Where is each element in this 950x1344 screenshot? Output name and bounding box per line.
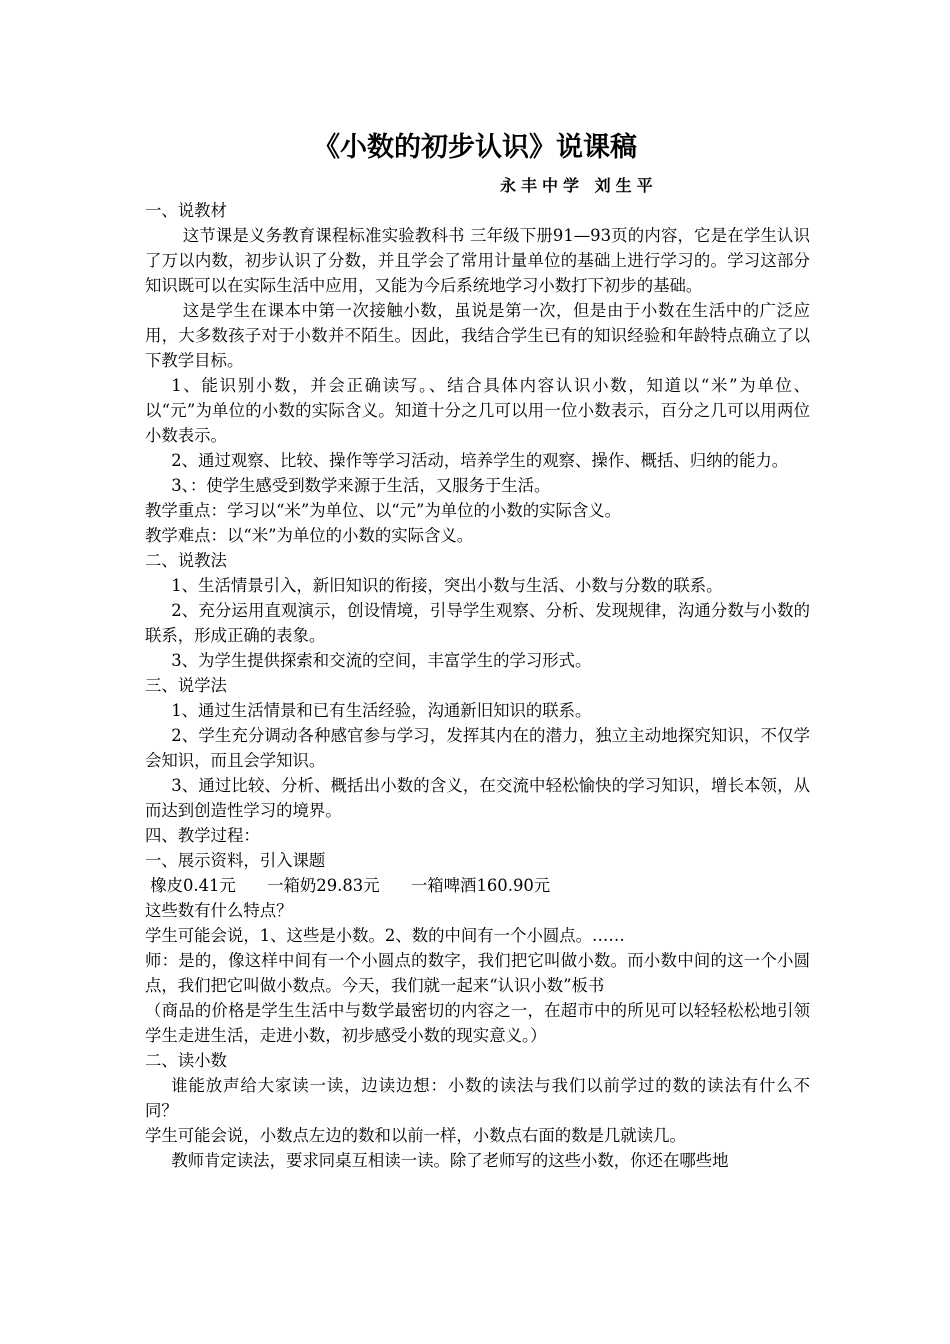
subsection-heading: 二、读小数	[145, 1051, 227, 1070]
section-heading: 一、说教材	[145, 201, 227, 220]
subsection-heading: 一、展示资料，引入课题	[145, 851, 326, 870]
paragraph: 谁能放声给大家读一读，边读边想：小数的读法与我们以前学过的数的读法有什么不同？	[145, 1076, 810, 1120]
paragraph: 2、通过观察、比较、操作等学习活动，培养学生的观察、操作、概括、归纳的能力。	[171, 451, 789, 470]
section-heading: 二、说教法	[145, 551, 227, 570]
paragraph: 2、充分运用直观演示，创设情境，引导学生观察、分析、发现规律，沟通分数与小数的联系，形成正确的表象。	[145, 601, 810, 645]
paragraph: 教学重点：学习以“米”为单位、以“元”为单位的小数的实际含义。	[145, 501, 622, 520]
paragraph: 学生可能会说，小数点左边的数和以前一样，小数点右面的数是几就读几。	[145, 1126, 686, 1145]
paragraph: 学生可能会说，1、这些是小数。2、数的中间有一个小圆点。……	[145, 926, 625, 945]
paragraph: 这是学生在课本中第一次接触小数，虽说是第一次，但是由于小数在生活中的广泛应用，大多数孩子对于小数并不陌生。因此，我结合学生已有的知识经验和年龄特点确立了以下教学目标。	[145, 301, 810, 370]
paragraph: 3、为学生提供探索和交流的空间，丰富学生的学习形式。	[171, 651, 592, 670]
paragraph: 教师肯定读法，要求同桌互相读一读。除了老师写的这些小数，你还在哪些地	[171, 1151, 729, 1170]
paragraph: 教学难点：以“米”为单位的小数的实际含义。	[145, 526, 474, 545]
paragraph: 2、学生充分调动各种感官参与学习，发挥其内在的潜力，独立主动地探究知识，不仅学会知识，而且会学知识。	[145, 726, 810, 770]
document-title: 《小数的初步认识》说课稿	[313, 132, 637, 163]
price-list: 橡皮0.41元 一箱奶29.83元 一箱啤酒160.90元	[145, 876, 551, 895]
paragraph: 师：是的，像这样中间有一个小圆点的数字，我们把它叫做小数。而小数中间的这一个小圆点，我们把它叫做小数点。今天，我们就一起来“认识小数”板书	[145, 951, 810, 995]
document-body	[145, 198, 810, 1173]
paragraph: 3、通过比较、分析、概括出小数的含义，在交流中轻松愉快的学习知识，增长本领，从而达到创造性学习的境界。	[145, 776, 810, 820]
paragraph: 1、能识别小数，并会正确读写。、结合具体内容认识小数，知道以“米”为单位、以“元”为单位的小数的实际含义。知道十分之几可以用一位小数表示，百分之几可以用两位小数表示。	[145, 376, 810, 445]
paragraph: 1、通过生活情景和已有生活经验，沟通新旧知识的联系。	[171, 701, 592, 720]
section-heading: 四、教学过程：	[145, 826, 260, 845]
paragraph: （商品的价格是学生生活中与数学最密切的内容之一，在超市中的所见可以轻轻松松地引领学生走进生活，走进小数，初步感受小数的现实意义。）	[145, 1001, 810, 1045]
paragraph: 这节课是义务教育课程标准实验教科书 三年级下册91—93页的内容，它是在学生认识了万以内数，初步认识了分数，并且学会了常用计量单位的基础上进行学习的。学习这部分知识既可以在实际生活中应用，又能为今后系统地学习小数打下初步的基础。	[145, 226, 810, 295]
paragraph: 3、：使学生感受到数学来源于生活，又服务于生活。	[171, 476, 551, 495]
paragraph: 1、生活情景引入，新旧知识的衔接，突出小数与生活、小数与分数的联系。	[171, 576, 723, 595]
paragraph: 这些数有什么特点？	[145, 901, 293, 920]
author-line: 永丰中学 刘生平	[500, 176, 658, 195]
section-heading: 三、说学法	[145, 676, 227, 695]
